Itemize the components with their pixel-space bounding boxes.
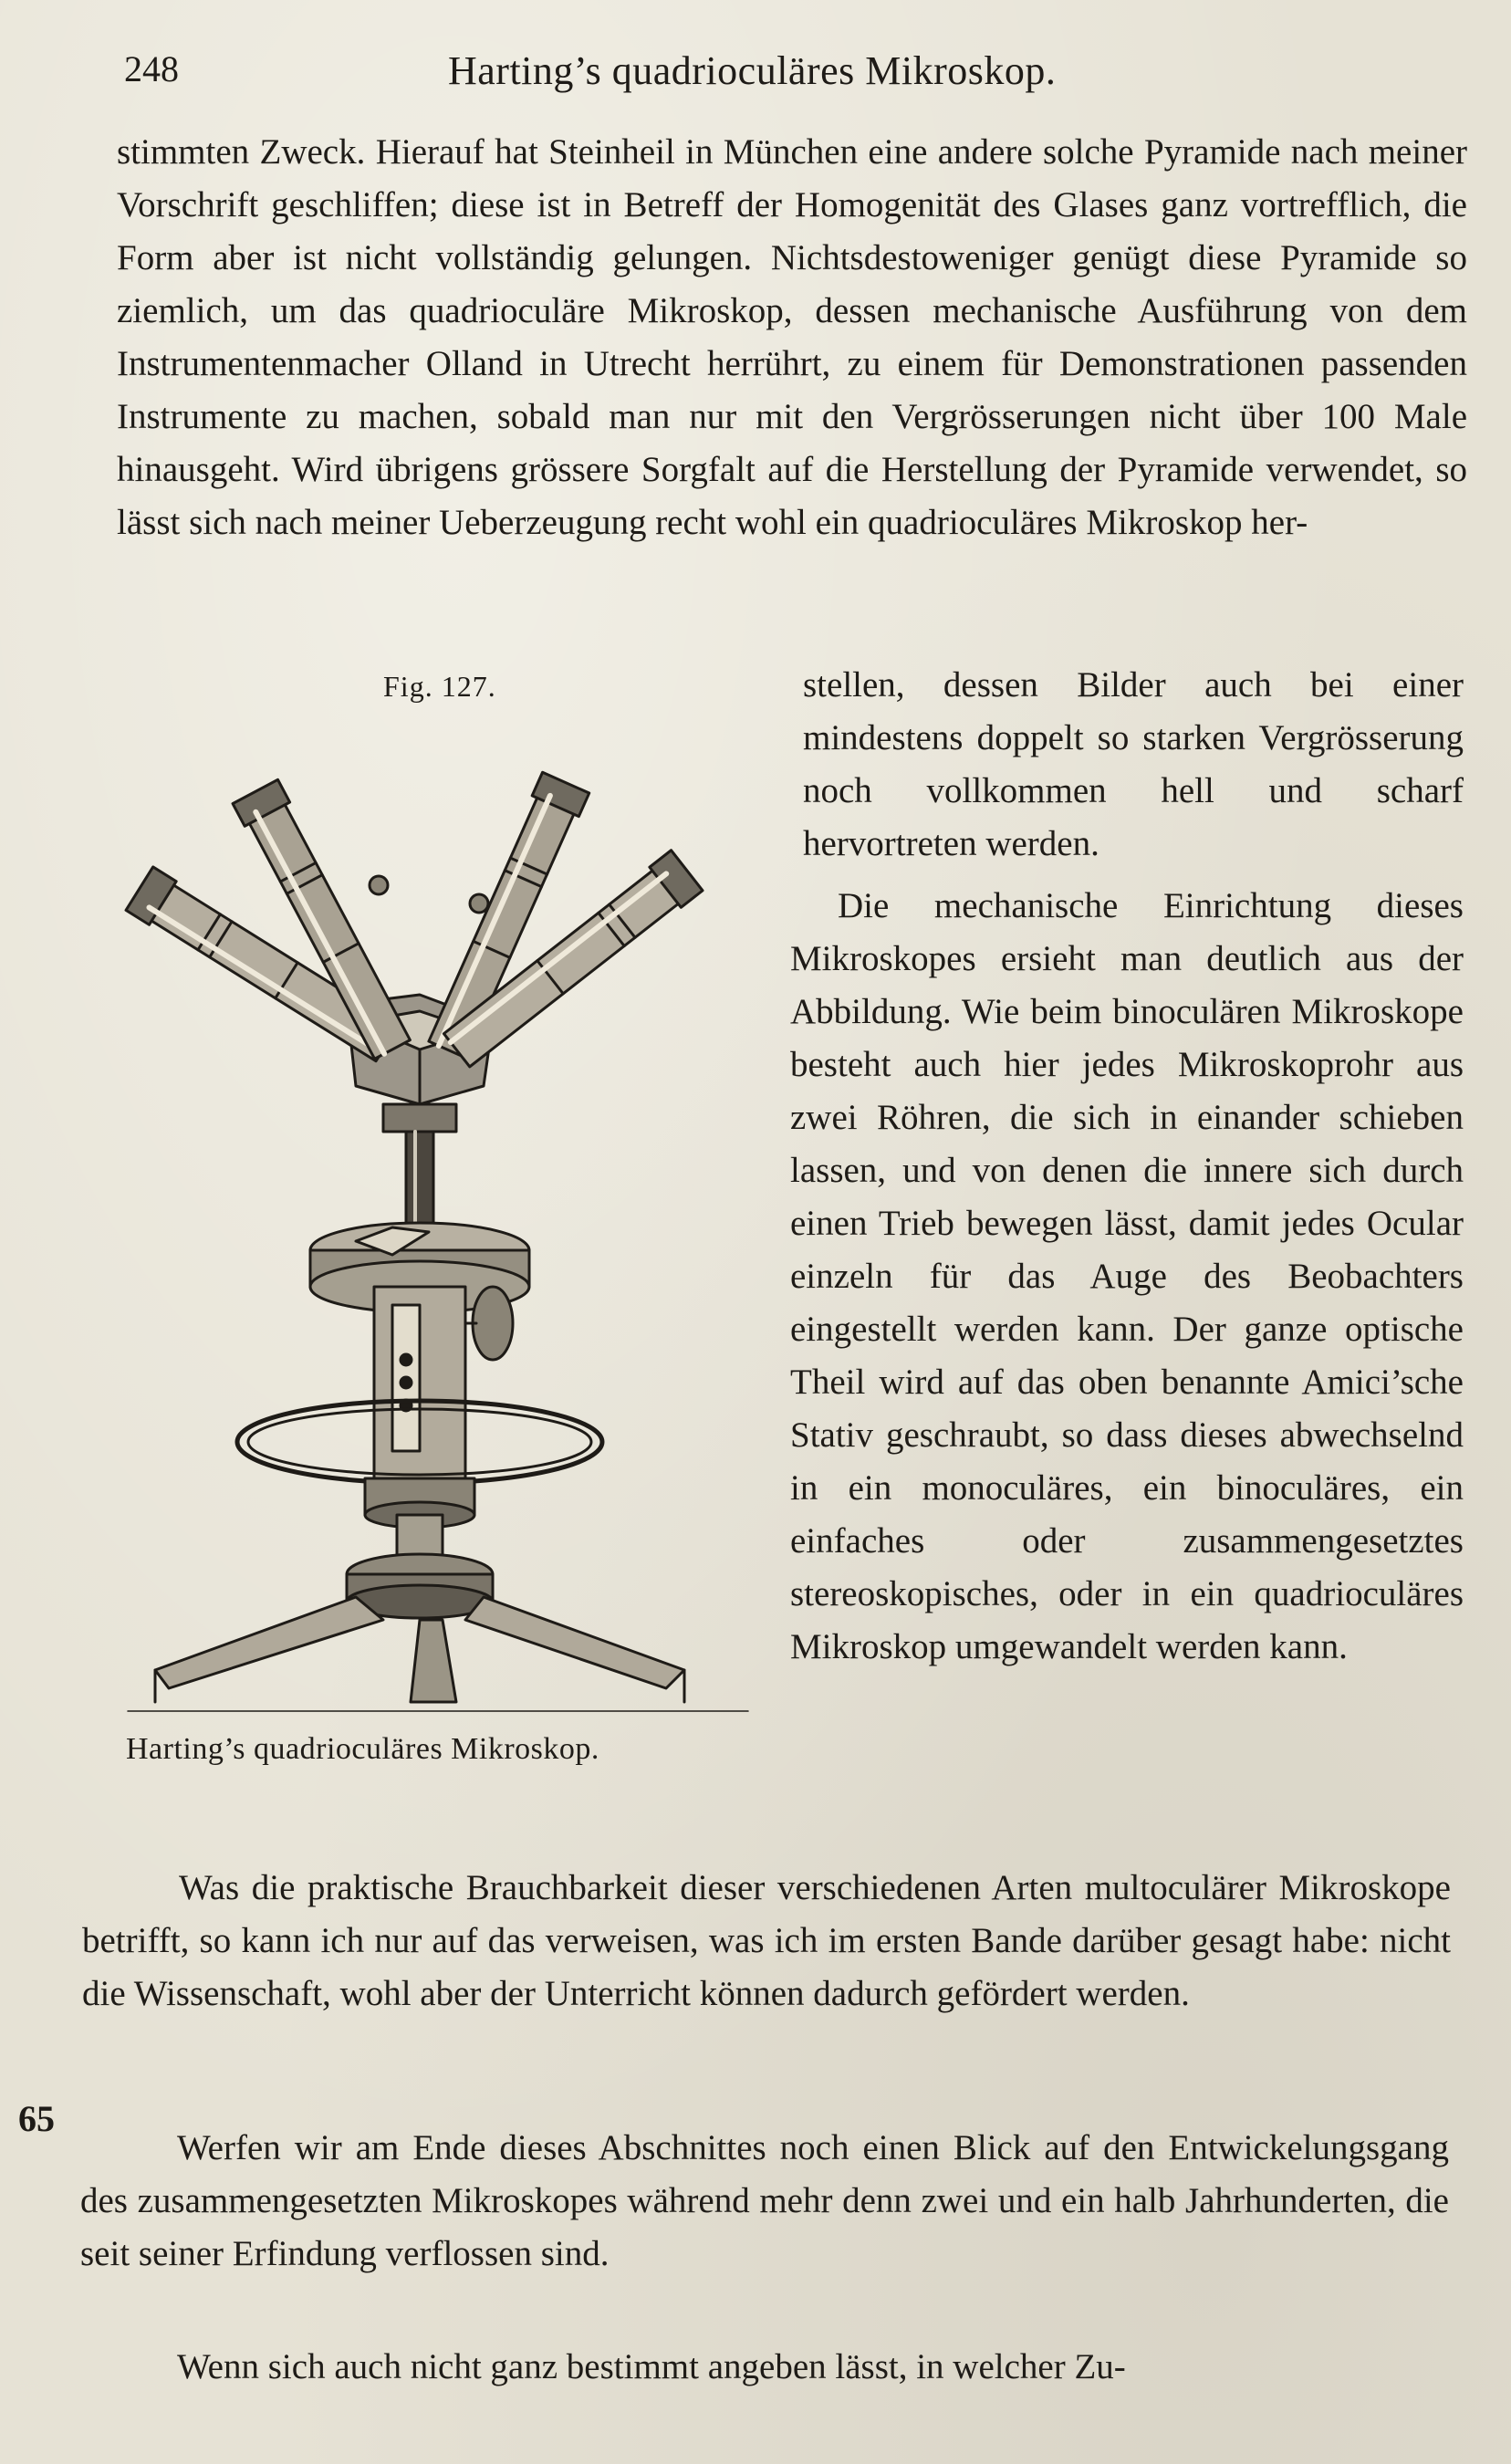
paragraph-utility: Was die praktische Brauchbarkeit dieser verschiedenen Arten multoculärer Mikroskope betrifft, so kann ich nur auf das verweisen, was ich im ersten Bande darüber gesagt habe: nicht die Wissenschaft, wohl aber der Unterricht können dadurch gefördert werden. xyxy=(82,1868,1451,2013)
microscope-illustration xyxy=(119,721,757,1716)
margin-section-number: 65 xyxy=(18,2098,55,2139)
paragraph-continued: stimmten Zweck. Hierauf hat Steinheil in München eine andere solche Pyramide nach meiner Vorschrift geschliffen; diese ist in Betreff der Homogenität des Glases ganz vortrefflich, die Form aber ist nicht vollständig gelungen. Nichtsdestoweniger genügt diese Pyramide so ziemlich, um das quadrioculäre Mikroskop, dessen mechanische Ausführung von dem Instrumentenmacher Olland in Utrecht herrührt, zu einem für Demonstrationen passenden Instrumente zu machen, sobald man nur mit den Vergrösserungen nicht über 100 Male hinausgeht. Wird übrigens grössere Sorgfalt auf die Herstellung der Pyramide verwendet, so lässt sich nach meiner Ueberzeugung recht wohl ein quadrioculäres Mikroskop her- xyxy=(117,132,1467,542)
figure-label: Fig. 127. xyxy=(383,670,496,703)
paragraph-side-2: Die mechanische Einrichtung dieses Mikroskopes ersieht man deutlich aus der Abbildung. Wie beim binoculären Mikroskope besteht auch hier jedes Mikroskoprohr aus zwei Röhren, die sich in einander schieben lassen, und von denen die innere sich durch einen Trieb bewegen lässt, damit jedes Ocular einzeln für das Auge des Beobachters eingestellt werden kann. Der ganze optische Theil wird auf das oben benannte Amici’sche Stativ geschraubt, so dass dieses abwechselnd in ein monoculäres, ein binoculäres, ein einfaches oder zusammengesetztes stereoskopisches, oder in ein quadrioculäres Mikroskop umgewandelt werden kann. xyxy=(790,886,1464,1666)
paragraph-last: Wenn sich auch nicht ganz bestimmt angeben lässt, in welcher Zu- xyxy=(177,2347,1126,2386)
page-header xyxy=(124,47,1475,102)
running-title: Harting’s quadrioculäres Mikroskop. xyxy=(448,48,1057,93)
paragraph-section-start: Werfen wir am Ende dieses Abschnittes noch einen Blick auf den Entwickelungsgang des zusammengesetzten Mikroskopes während mehr denn zwei und ein halb Jahrhunderten, die seit seiner Erfindung verflossen sind. xyxy=(80,2128,1449,2273)
figure-caption: Harting’s quadrioculäres Mikroskop. xyxy=(126,1732,599,1766)
page-number: 248 xyxy=(124,48,179,89)
paragraph-side-1: stellen, dessen Bilder auch bei einer mindestens doppelt so starken Vergrösserung noch vollkommen hell und scharf hervortreten werden. xyxy=(803,665,1464,863)
